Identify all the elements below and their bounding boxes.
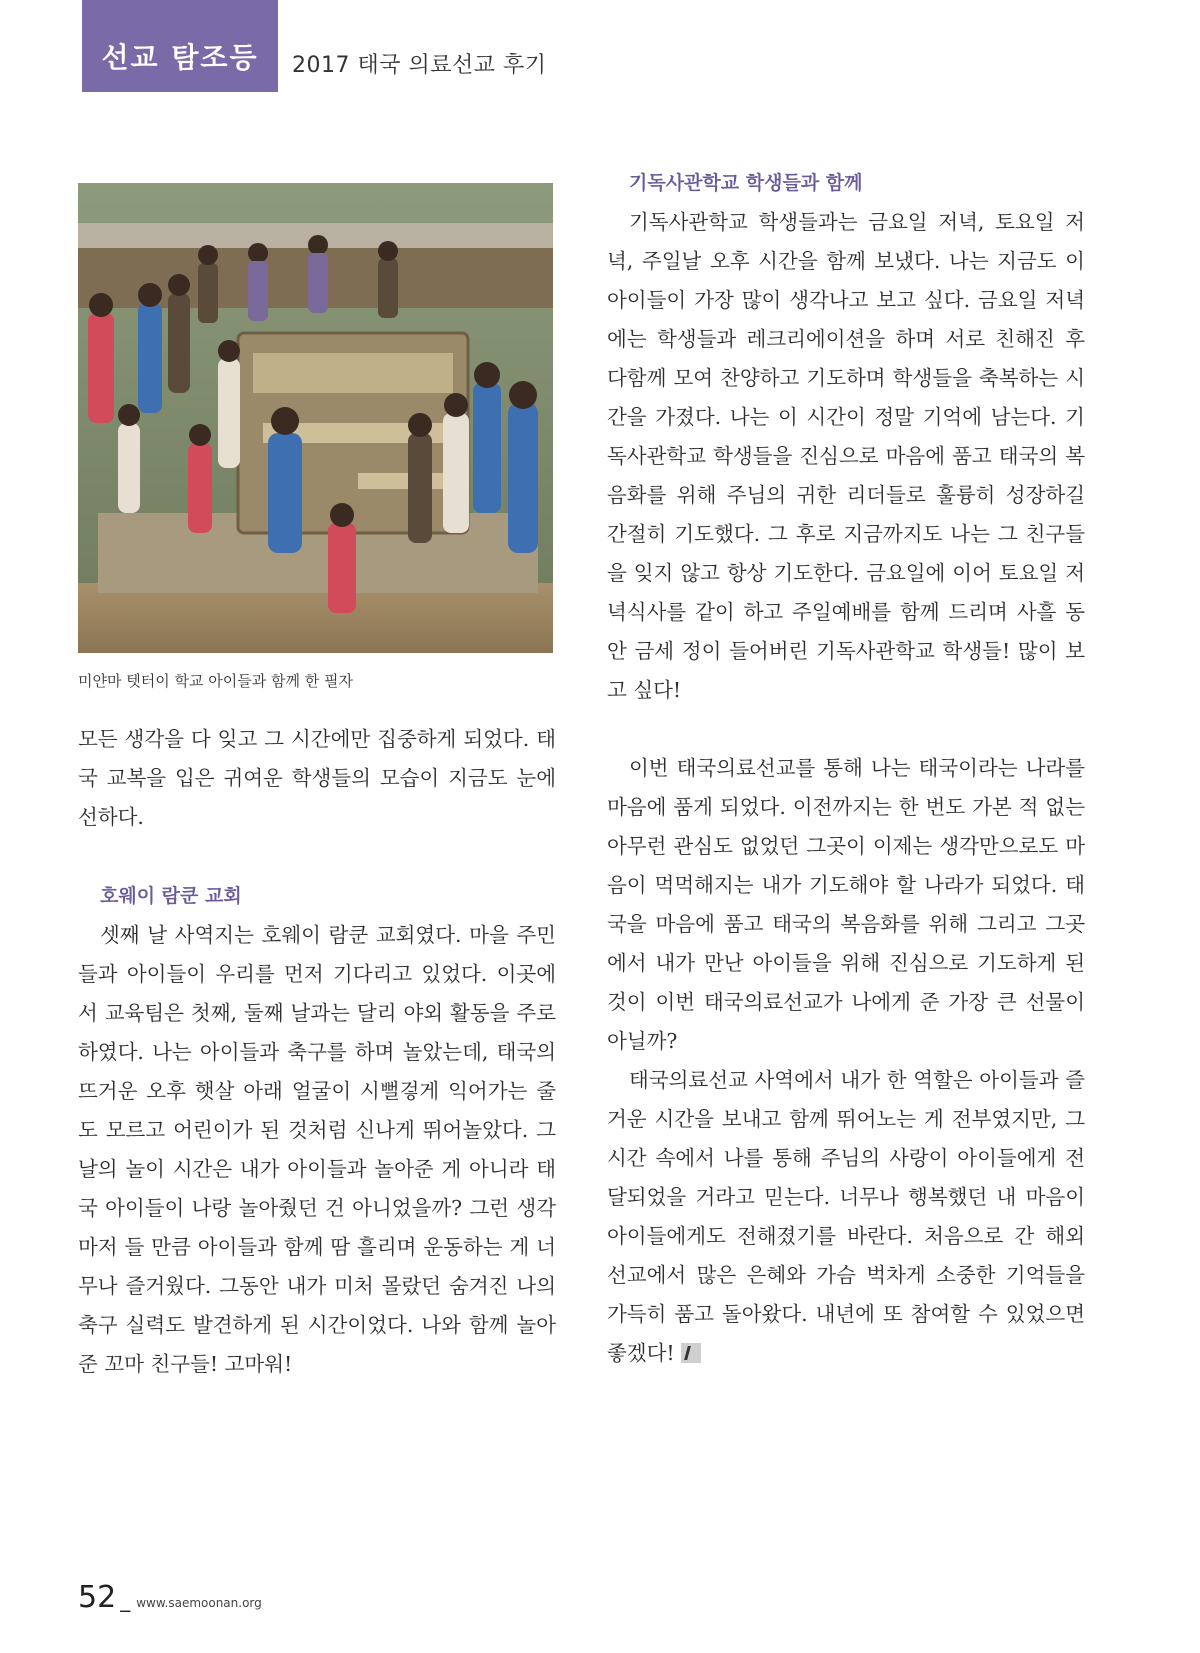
subhead-christian-academy-students: 기독사관학교 학생들과 함께 — [629, 172, 863, 194]
section-label: 선교 탐조등 — [101, 41, 259, 74]
photo-caption: 미얀마 텟터이 학교 아이들과 함께 한 필자 — [78, 672, 353, 690]
page-number: 52 — [78, 1580, 117, 1615]
group-photo — [78, 183, 553, 653]
left-column — [78, 720, 556, 1384]
right-paragraph-1: 기독사관학교 학생들과는 금요일 저녁, 토요일 저녁, 주일날 오후 시간을 함께 보냈다. 나는 지금도 이 아이들이 가장 많이 생각나고 보고 싶다. 금요일 저녁에는 학생들과 레크리에이션을 하며 서로 친해진 후 다함께 모여 찬양하고 기도하며 학생들을 축복하는 시간을 가졌다. 나는 이 시간이 정말 기억에 남는다. 기독사관학교 학생들을 진심으로 마음에 품고 태국의 복음화를 위해 주님의 귀한 리더들로 훌륭히 성장하길 간절히 기도했다. 그 후로 지금까지도 나는 그 친구들을 잊지 않고 항상 기도한다. 금요일에 이어 토요일 저녁식사를 같이 하고 주일예배를 함께 드리며 사흘 동안 금세 정이 들어버린 기독사관학교 학생들! 많이 보고 싶다! — [607, 210, 1085, 702]
subhead-howei-lamkun-church: 호웨이 람쿤 교회 — [100, 885, 242, 907]
group-photo-illustration — [78, 183, 553, 653]
website-url: www.saemoonan.org — [136, 1596, 262, 1610]
right-paragraph-3-text: 태국의료선교 사역에서 내가 한 역할은 아이들과 즐거운 시간을 보내고 함께 뛰어노는 게 전부였지만, 그 시간 속에서 나를 통해 주님의 사랑이 아이들에게 전달되었을 거라고 믿는다. 너무나 행복했던 내 마음이 아이들에게도 전해졌기를 바란다. 처음으로 간 해외 선교에서 많은 은혜와 가슴 벅차게 소중한 기억들을 가득히 품고 돌아왔다. 내년에 또 참여할 수 있었으면 좋겠다! — [607, 1068, 1085, 1365]
left-paragraph: 셋째 날 사역지는 호웨이 람쿤 교회였다. 마을 주민들과 아이들이 우리를 먼저 기다리고 있었다. 이곳에서 교육팀은 첫째, 둘째 날과는 달리 야외 활동을 주로 하였다. 나는 아이들과 축구를 하며 놀았는데, 태국의 뜨거운 오후 햇살 아래 얼굴이 시뻘겋게 익어가는 줄도 모르고 어린이가 된 것처럼 신나게 뛰어놀았다. 그날의 놀이 시간은 내가 아이들과 놀아준 게 아니라 태국 아이들이 나랑 놀아줬던 건 아니었을까? 그런 생각마저 들 만큼 아이들과 함께 땀 흘리며 운동하는 게 너무나 즐거웠다. 그동안 내가 미처 몰랐던 숨겨진 나의 축구 실력도 발견하게 된 시간이었다. 나와 함께 놀아준 꼬마 친구들! 고마워! — [78, 923, 556, 1376]
page-footer — [78, 1580, 262, 1615]
article-series-title: 2017 태국 의료선교 후기 — [292, 53, 547, 78]
right-column — [607, 164, 1085, 1373]
left-continuation-text: 모든 생각을 다 잊고 그 시간에만 집중하게 되었다. 태국 교복을 입은 귀여운 학생들의 모습이 지금도 눈에 선하다. — [78, 727, 556, 829]
right-paragraph-2: 이번 태국의료선교를 통해 나는 태국이라는 나라를 마음에 품게 되었다. 이전까지는 한 번도 가본 적 없는 아무런 관심도 없었던 그곳이 이제는 생각만으로도 마음이 먹먹해지는 내가 기도해야 할 나라가 되었다. 태국을 마음에 품고 태국의 복음화를 위해 그리고 그곳에서 내가 만난 아이들을 위해 진심으로 기도하게 된 것이 이번 태국의료선교가 나에게 준 가장 큰 선물이 아닐까? — [607, 756, 1085, 1053]
footer-separator: _ — [120, 1588, 131, 1612]
article-end-mark-icon — [681, 1343, 701, 1363]
section-tab — [82, 0, 278, 92]
right-paragraph-3 — [607, 1061, 1085, 1373]
